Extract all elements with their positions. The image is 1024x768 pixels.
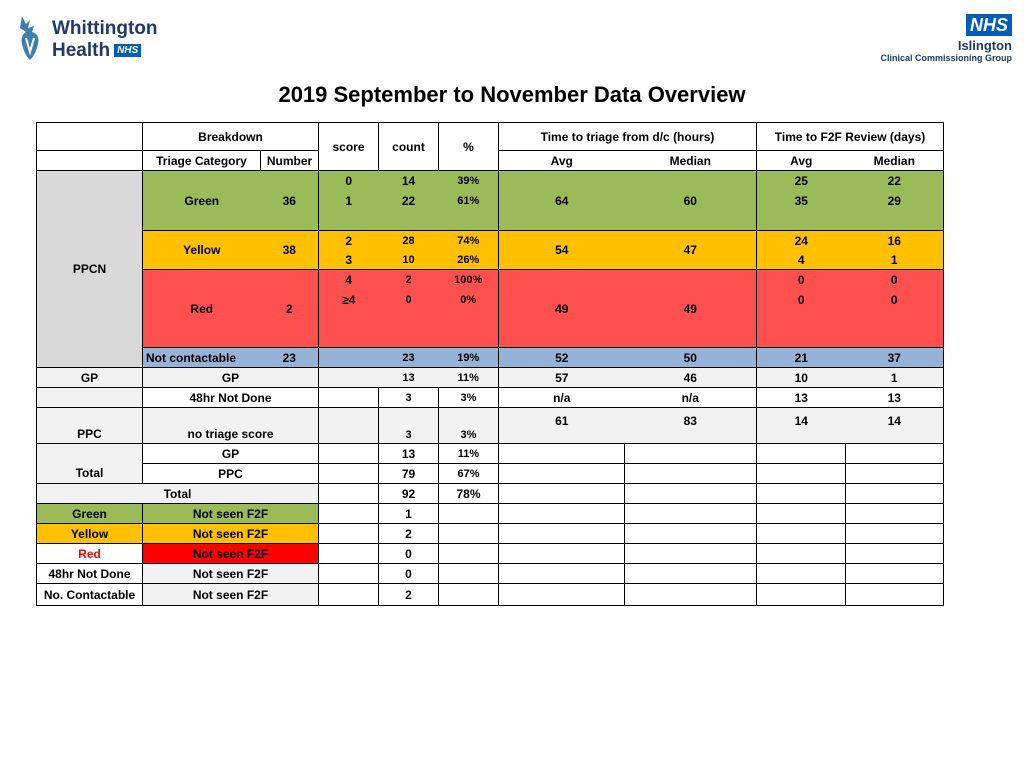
header-triage-category: Triage Category	[143, 151, 261, 171]
red-count-0: 2	[379, 270, 439, 290]
blank-cell	[625, 584, 757, 606]
blank-cell	[625, 564, 757, 584]
blank-cell	[625, 484, 757, 504]
red-tri-avg: 49	[499, 270, 625, 348]
data-overview-table	[36, 122, 944, 606]
yellow-count-0: 28	[379, 231, 439, 251]
not-seen-notdone-category: 48hr Not Done	[37, 564, 143, 584]
not-seen-red-count: 0	[379, 544, 439, 564]
blank-cell	[757, 544, 846, 564]
blank-cell	[319, 524, 379, 544]
totals-ppc-category: PPC	[143, 464, 319, 484]
yellow-pct-0: 74%	[439, 231, 499, 251]
yellow-count-1: 10	[379, 251, 439, 270]
red-label: Red	[143, 270, 261, 348]
green-count-1: 22	[379, 191, 439, 211]
not-done-count: 3	[379, 388, 439, 408]
blank-cell	[499, 564, 625, 584]
not-seen-green-category: Green	[37, 504, 143, 524]
totals-gp-pct: 11%	[439, 444, 499, 464]
gp-f2f-avg: 10	[757, 368, 846, 388]
gp-label: GP	[37, 368, 143, 388]
blank-cell	[439, 564, 499, 584]
logo-name: Whittington	[52, 18, 158, 39]
gp-score	[319, 368, 379, 388]
not-contactable-score	[319, 348, 379, 368]
ppc-category: no triage score	[143, 408, 319, 444]
red-f2f-median-0: 0	[846, 270, 944, 290]
ppc-label: PPC	[37, 408, 143, 444]
blank-cell	[846, 484, 944, 504]
blank-cell	[846, 464, 944, 484]
page-title: 2019 September to November Data Overview	[278, 82, 746, 107]
red-number: 2	[261, 270, 319, 348]
yellow-f2f-avg-0: 24	[757, 231, 846, 251]
blank-cell	[319, 584, 379, 606]
ccg-line1: Islington	[957, 38, 1012, 53]
blank-cell	[625, 444, 757, 464]
green-f2f-median-1: 29	[846, 191, 944, 211]
green-score-0: 0	[319, 171, 379, 191]
whittington-health-logo	[14, 14, 184, 66]
not-contactable-f2f-avg: 21	[757, 348, 846, 368]
blank-cell	[757, 524, 846, 544]
red-score-0: 4	[319, 270, 379, 290]
blank-cell	[499, 524, 625, 544]
not-seen-green-count: 1	[379, 504, 439, 524]
totals-gp-count: 13	[379, 444, 439, 464]
green-spacer	[439, 211, 499, 231]
gp-count: 13	[379, 368, 439, 388]
yellow-score-1: 3	[319, 251, 379, 270]
blank-cell	[439, 524, 499, 544]
blank-cell	[757, 444, 846, 464]
header-score: score	[319, 123, 379, 171]
blank-cell	[757, 464, 846, 484]
not-contactable-count: 23	[379, 348, 439, 368]
yellow-f2f-avg-1: 4	[757, 251, 846, 270]
header-f2f-median: Median	[846, 151, 944, 171]
green-pct-0: 39%	[439, 171, 499, 191]
blank-cell	[499, 584, 625, 606]
header-empty	[37, 123, 143, 151]
not-done-empty	[37, 388, 143, 408]
deer-emblem-icon	[14, 14, 48, 62]
blank-cell	[846, 544, 944, 564]
red-pct-1: 0%	[439, 290, 499, 310]
totals-ppc-pct: 67%	[439, 464, 499, 484]
totals-gp-score	[319, 444, 379, 464]
yellow-tri-median: 47	[625, 231, 757, 270]
green-score-1: 1	[319, 191, 379, 211]
green-f2f-avg-0: 25	[757, 171, 846, 191]
ppc-f2f-avg: 14	[757, 408, 846, 444]
not-seen-yellow-label: Not seen F2F	[143, 524, 319, 544]
totals-total-pct: 78%	[439, 484, 499, 504]
red-f2f-avg-0: 0	[757, 270, 846, 290]
totals-total-score	[319, 484, 379, 504]
ppcn-label: PPCN	[37, 171, 143, 368]
ppc-tri-median: 83	[625, 408, 757, 444]
header-time-triage: Time to triage from d/c (hours)	[499, 123, 757, 151]
not-contactable-number: 23	[261, 348, 319, 368]
totals-total-count: 92	[379, 484, 439, 504]
ppc-score	[319, 408, 379, 444]
header-empty-2	[37, 151, 143, 171]
red-f2f-avg-1: 0	[757, 290, 846, 310]
blank-cell	[499, 504, 625, 524]
blank-cell	[439, 584, 499, 606]
green-f2f-avg-1: 35	[757, 191, 846, 211]
green-spacer	[319, 211, 379, 231]
blank-cell	[499, 544, 625, 564]
header-f2f-avg: Avg	[757, 151, 846, 171]
blank-cell	[846, 584, 944, 606]
ppc-count: 3	[379, 408, 439, 444]
not-seen-contactable-label: Not seen F2F	[143, 584, 319, 606]
not-done-tri-avg: n/a	[499, 388, 625, 408]
not-seen-yellow-category: Yellow	[37, 524, 143, 544]
header-tri-avg: Avg	[499, 151, 625, 171]
totals-empty	[37, 444, 143, 464]
blank-cell	[846, 444, 944, 464]
yellow-number: 38	[261, 231, 319, 270]
not-seen-notdone-count: 0	[379, 564, 439, 584]
not-done-category: 48hr Not Done	[143, 388, 319, 408]
yellow-f2f-median-1: 1	[846, 251, 944, 270]
green-spacer	[846, 211, 944, 231]
blank-cell	[846, 564, 944, 584]
red-spacer	[757, 310, 846, 348]
red-tri-median: 49	[625, 270, 757, 348]
not-done-pct: 3%	[439, 388, 499, 408]
green-pct-1: 61%	[439, 191, 499, 211]
header-percent: %	[439, 123, 499, 171]
yellow-pct-1: 26%	[439, 251, 499, 270]
totals-label: Total	[37, 464, 143, 484]
blank-cell	[439, 544, 499, 564]
gp-tri-median: 46	[625, 368, 757, 388]
red-spacer	[439, 310, 499, 348]
not-contactable-pct: 19%	[439, 348, 499, 368]
red-spacer	[846, 310, 944, 348]
blank-cell	[625, 504, 757, 524]
yellow-label: Yellow	[143, 231, 261, 270]
green-tri-avg: 64	[499, 171, 625, 231]
not-done-f2f-avg: 13	[757, 388, 846, 408]
gp-category: GP	[143, 368, 319, 388]
red-score-1: ≥4	[319, 290, 379, 310]
not-seen-yellow-count: 2	[379, 524, 439, 544]
gp-f2f-median: 1	[846, 368, 944, 388]
not-contactable-f2f-median: 37	[846, 348, 944, 368]
green-spacer	[757, 211, 846, 231]
green-number: 36	[261, 171, 319, 231]
green-f2f-median-0: 22	[846, 171, 944, 191]
islington-ccg-logo	[872, 14, 1012, 72]
ppc-f2f-median: 14	[846, 408, 944, 444]
red-pct-0: 100%	[439, 270, 499, 290]
header-breakdown: Breakdown	[143, 123, 319, 151]
not-seen-contactable-category: No. Contactable	[37, 584, 143, 606]
blank-cell	[757, 484, 846, 504]
red-count-1: 0	[379, 290, 439, 310]
gp-tri-avg: 57	[499, 368, 625, 388]
gp-pct: 11%	[439, 368, 499, 388]
blank-cell	[757, 504, 846, 524]
totals-gp-category: GP	[143, 444, 319, 464]
blank-cell	[439, 504, 499, 524]
header-tri-median: Median	[625, 151, 757, 171]
totals-ppc-count: 79	[379, 464, 439, 484]
green-count-0: 14	[379, 171, 439, 191]
yellow-tri-avg: 54	[499, 231, 625, 270]
red-f2f-median-1: 0	[846, 290, 944, 310]
green-label: Green	[143, 171, 261, 231]
totals-total-label: Total	[37, 484, 319, 504]
blank-cell	[846, 504, 944, 524]
blank-cell	[757, 584, 846, 606]
blank-cell	[319, 544, 379, 564]
yellow-score-0: 2	[319, 231, 379, 251]
blank-cell	[625, 464, 757, 484]
nhs-badge: NHS	[966, 14, 1012, 36]
not-seen-notdone-label: Not seen F2F	[143, 564, 319, 584]
not-contactable-label: Not contactable	[143, 348, 261, 368]
blank-cell	[499, 444, 625, 464]
red-spacer	[379, 310, 439, 348]
not-done-f2f-median: 13	[846, 388, 944, 408]
ccg-line2: Clinical Commissioning Group	[880, 53, 1012, 63]
totals-ppc-score	[319, 464, 379, 484]
header-time-f2f: Time to F2F Review (days)	[757, 123, 944, 151]
not-seen-red-label: Not seen F2F	[143, 544, 319, 564]
blank-cell	[757, 564, 846, 584]
not-seen-contactable-count: 2	[379, 584, 439, 606]
ppc-tri-avg: 61	[499, 408, 625, 444]
blank-cell	[846, 524, 944, 544]
not-seen-green-label: Not seen F2F	[143, 504, 319, 524]
ppc-pct: 3%	[439, 408, 499, 444]
yellow-f2f-median-0: 16	[846, 231, 944, 251]
not-seen-red-category: Red	[37, 544, 143, 564]
not-done-tri-median: n/a	[625, 388, 757, 408]
blank-cell	[499, 484, 625, 504]
blank-cell	[319, 504, 379, 524]
not-contactable-tri-median: 50	[625, 348, 757, 368]
green-tri-median: 60	[625, 171, 757, 231]
blank-cell	[625, 524, 757, 544]
header-number: Number	[261, 151, 319, 171]
red-spacer	[319, 310, 379, 348]
blank-cell	[319, 564, 379, 584]
header-count: count	[379, 123, 439, 171]
blank-cell	[625, 544, 757, 564]
blank-cell	[499, 464, 625, 484]
not-done-score	[319, 388, 379, 408]
logo-name2: Health	[52, 40, 111, 61]
nhs-small-badge: NHS	[114, 44, 141, 57]
not-contactable-tri-avg: 52	[499, 348, 625, 368]
green-spacer	[379, 211, 439, 231]
